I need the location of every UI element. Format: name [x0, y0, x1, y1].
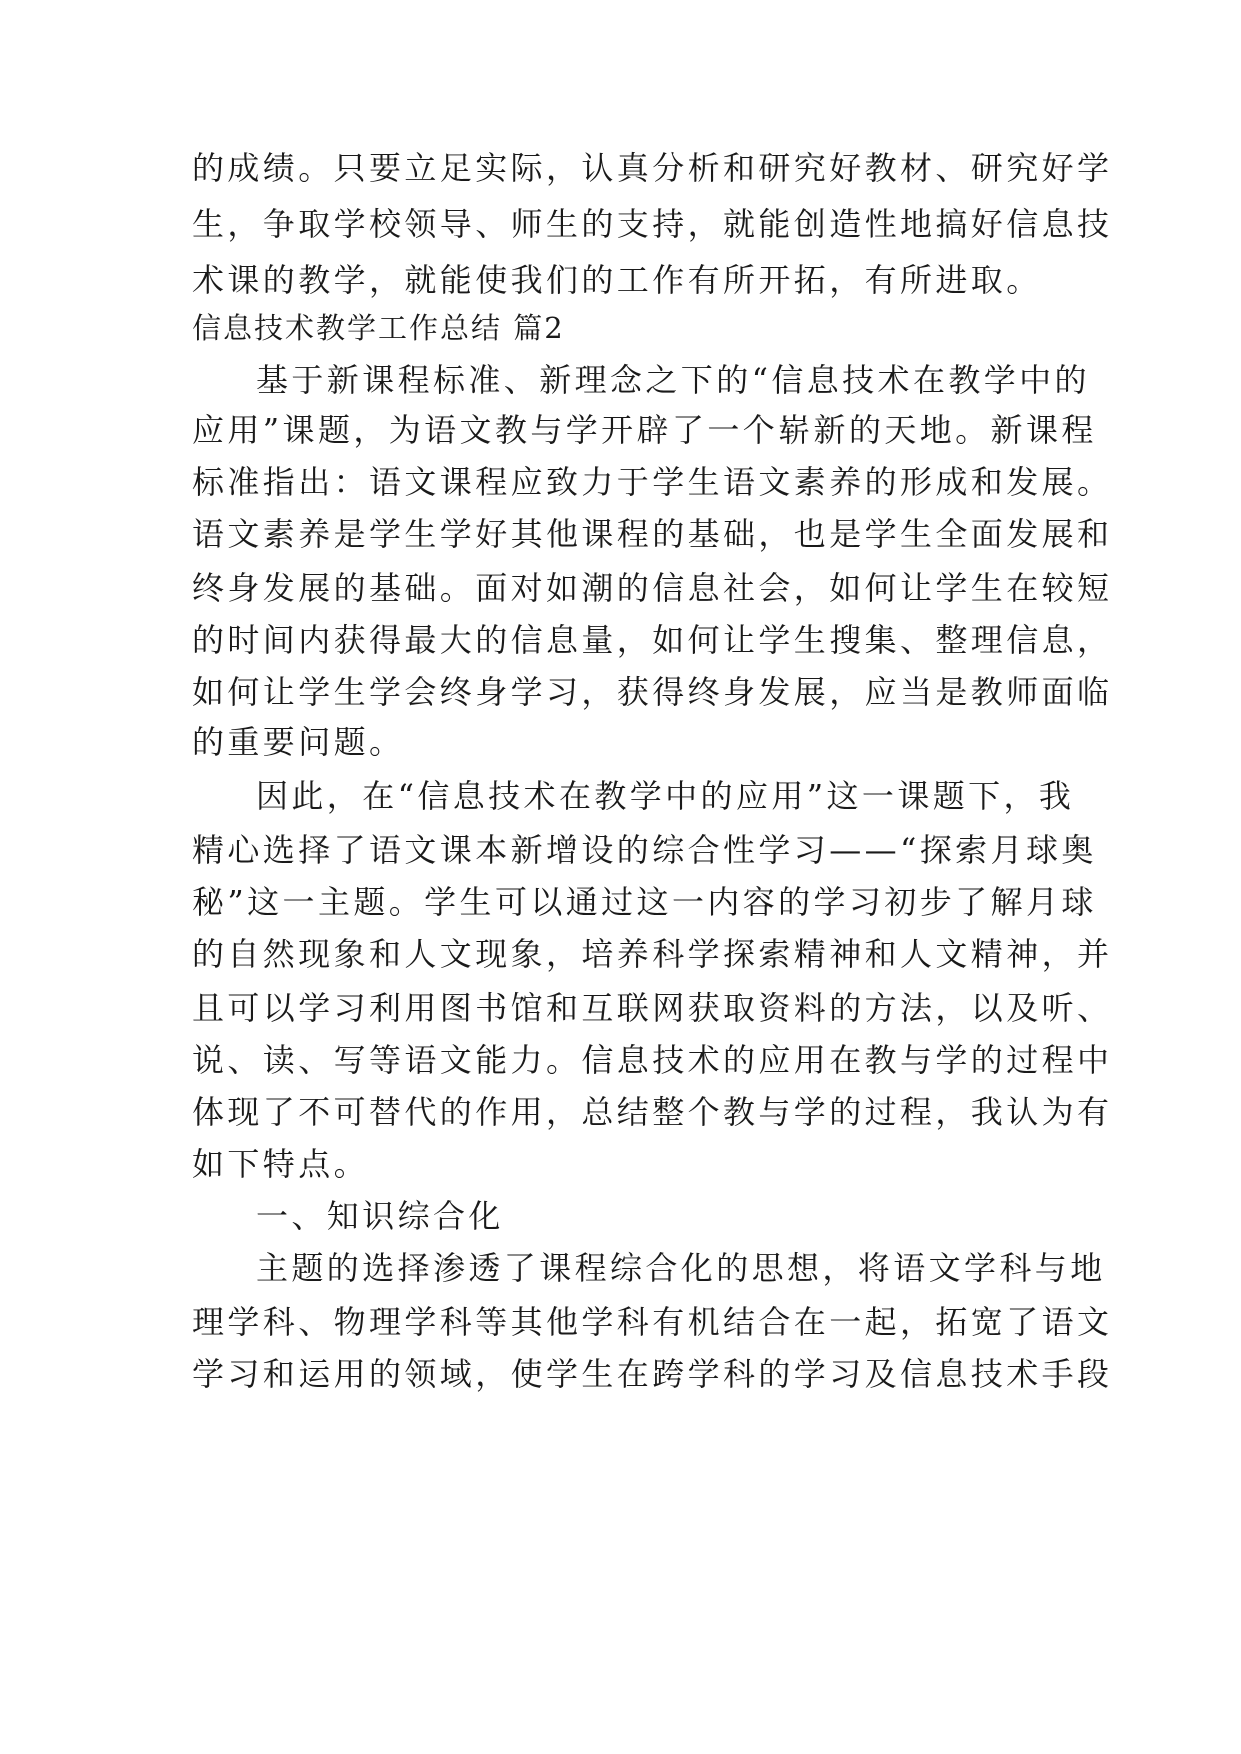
text-line: 精心选择了语文课本新增设的综合性学习——“探索月球奥 — [192, 831, 1097, 869]
section-heading: 信息技术教学工作总结 篇2 — [192, 311, 565, 345]
text-line: 因此，在“信息技术在教学中的应用”这一课题下，我 — [256, 777, 1075, 815]
text-line: 的成绩。只要立足实际，认真分析和研究好教材、研究好学 — [192, 149, 1113, 187]
text-line: 的重要问题。 — [192, 723, 405, 761]
text-line: 语文素养是学生学好其他课程的基础，也是学生全面发展和 — [192, 515, 1113, 553]
text-line: 学习和运用的领域，使学生在跨学科的学习及信息技术手段 — [192, 1355, 1113, 1393]
text-line: 理学科、物理学科等其他学科有机结合在一起，拓宽了语文 — [192, 1303, 1113, 1341]
text-line: 且可以学习利用图书馆和互联网获取资料的方法，以及听、 — [192, 989, 1113, 1027]
text-line: 如何让学生学会终身学习，获得终身发展，应当是教师面临 — [192, 673, 1113, 711]
text-line: 的时间内获得最大的信息量，如何让学生搜集、整理信息， — [192, 621, 1113, 659]
text-line: 生，争取学校领导、师生的支持，就能创造性地搞好信息技 — [192, 205, 1113, 243]
text-line: 的自然现象和人文现象，培养科学探索精神和人文精神，并 — [192, 935, 1113, 973]
subheading: 一、知识综合化 — [256, 1197, 504, 1235]
text-line: 主题的选择渗透了课程综合化的思想，将语文学科与地 — [256, 1249, 1106, 1287]
text-line: 标准指出：语文课程应致力于学生语文素养的形成和发展。 — [192, 463, 1113, 501]
text-line: 如下特点。 — [192, 1145, 370, 1183]
text-line: 终身发展的基础。面对如潮的信息社会，如何让学生在较短 — [192, 569, 1113, 607]
text-line: 秘”这一主题。学生可以通过这一内容的学习初步了解月球 — [192, 883, 1097, 921]
text-line: 应用”课题，为语文教与学开辟了一个崭新的天地。新课程 — [192, 411, 1097, 449]
text-line: 基于新课程标准、新理念之下的“信息技术在教学中的 — [256, 361, 1090, 399]
text-line: 术课的教学，就能使我们的工作有所开拓，有所进取。 — [192, 261, 1042, 299]
text-line: 体现了不可替代的作用，总结整个教与学的过程，我认为有 — [192, 1093, 1113, 1131]
text-line: 说、读、写等语文能力。信息技术的应用在教与学的过程中 — [192, 1041, 1113, 1079]
